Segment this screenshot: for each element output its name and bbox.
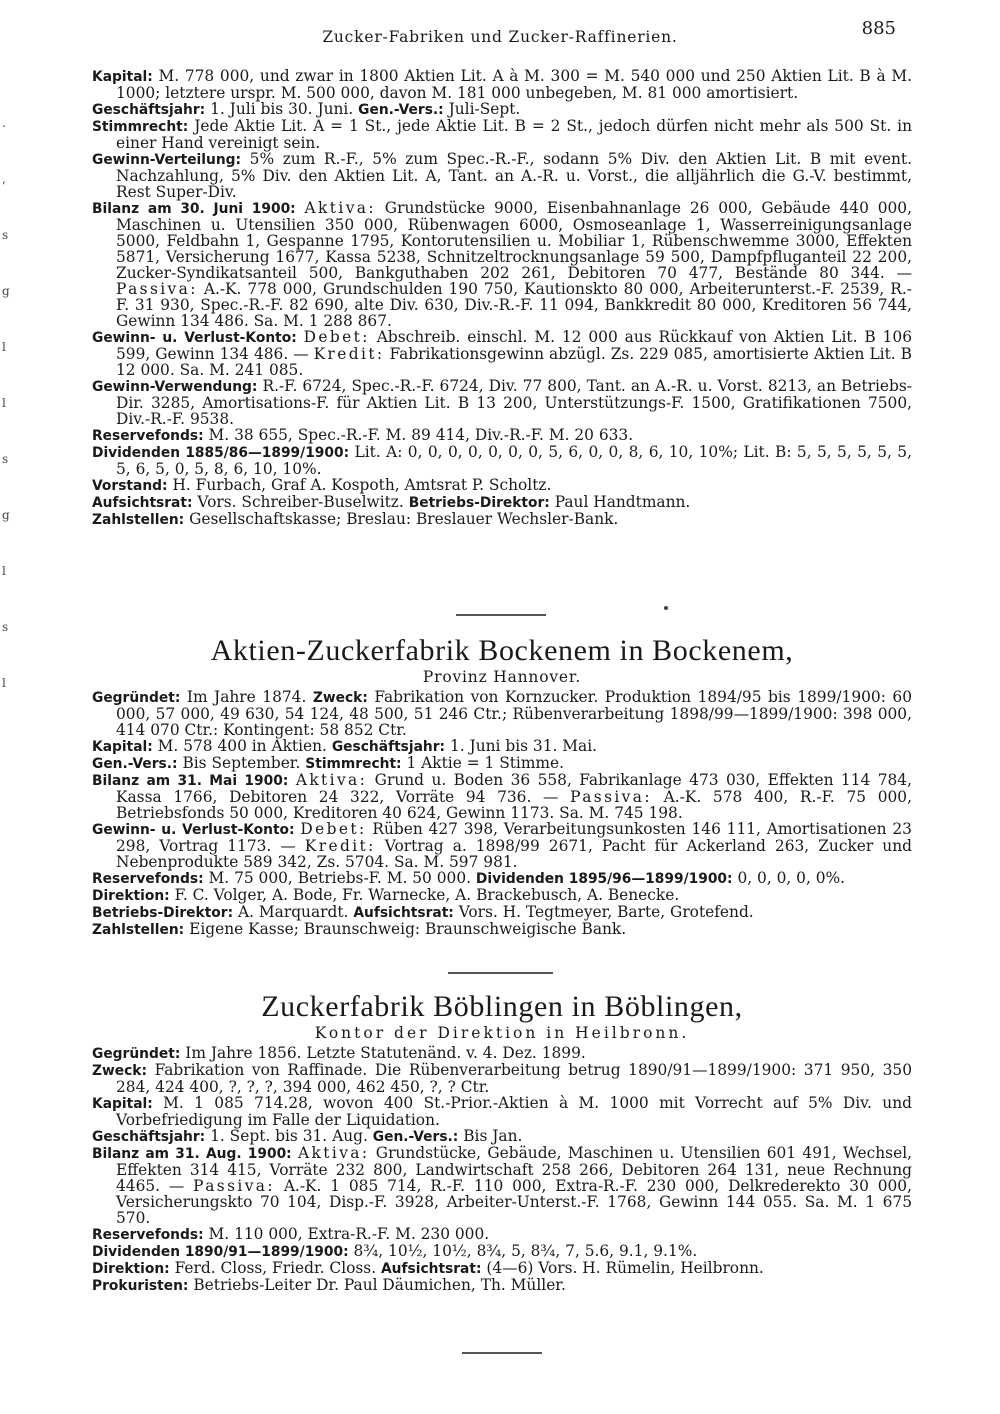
entry-label: Stimmrecht: [92,119,189,135]
margin-mark: l [2,676,6,690]
margin-mark: l [2,340,6,354]
margin-mark: s [2,228,9,242]
entry-sublabel: Kredit: [313,345,385,363]
section-bockenem [92,634,912,938]
entry [92,150,912,201]
entry-sublabel: Debet: [303,328,370,346]
entry-label: Bilanz am 31. Aug. 1900: [92,1146,292,1162]
entry [92,100,912,118]
company-title: Zuckerfabrik Böblingen in Böblingen, [261,990,743,1023]
entry [92,443,912,478]
entry-text: A.-K. 778 000, Grundschulden 190 750, Kautionskto 80 000, Arbeiterunterst.-F. 2539, R.-F. 31 930, Spec.-R.-F. 82 690, alte Div. 630, Div.-R.-F. 11 094, Bankkredit 80 000, Kreditoren 56 744, Gewinn 134 486. Sa. M. 1 288 867. [116,280,912,330]
entry-text: 0, 0, 0, 0, 0%. [737,869,846,887]
entry-label: Gegründet: [92,690,181,706]
entry-label: Reservefonds: [92,871,204,887]
entry-text: Gesellschaftskasse; Breslau: Breslauer Wechsler-Bank. [189,510,619,528]
entry-label: Gen.-Vers.: [358,102,444,118]
entry [92,820,912,871]
entries-list [92,1045,912,1294]
margin-mark: l [2,564,6,578]
entry-text: Eigene Kasse; Braunschweig: Braunschweigische Bank. [189,920,627,938]
section-divider [456,614,546,616]
margin-mark: s [2,452,9,466]
entry-text: Grund u. Boden 36 558, Fabrikanlage 473 030, Effekten 114 784, Kassa 1766, Debitoren 24 322, Vorräte 94 736. — [116,771,912,806]
entry [92,199,912,330]
entry-text: Paul Handtmann. [554,493,691,511]
entry-label: Gegründet: [92,1046,181,1062]
entry [92,903,912,921]
entry [92,1242,912,1260]
entry-text: Bis Jan. [463,1127,523,1145]
entry [92,67,912,102]
entry-text: A.-K. 1 085 714, R.-F. 110 000, Extra-R.-F. 230 000, Delkrederekto 30 000, Versicherungskto 70 104, Disp.-F. 3928, Arbeiter-Unterst.-F. 1768, Gewinn 144 055. Sa. M. 1 675 570. [116,1177,912,1227]
entry-text: F. C. Volger, A. Bode, Fr. Warnecke, A. Brackebusch, A. Benecke. [174,886,680,904]
entry-text: M. 778 000, und zwar in 1800 Aktien Lit. A à M. 300 = M. 540 000 und 250 Aktien Lit. B à M. 1000; letztere urspr. M. 500 000, davon M. 181 000 unbegeben, M. 81 000 amortisiert. [116,67,912,102]
entry [92,1061,912,1096]
entry [92,1127,912,1145]
entry-label: Betriebs-Direktor: [408,495,550,511]
entry-text: (4—6) Vors. H. Rümelin, Heilbronn. [486,1259,764,1277]
entry-label: Gewinn-Verteilung: [92,152,242,168]
entry-text: M. 75 000, Betriebs-F. M. 50 000. [208,869,472,887]
page-number: 885 [861,18,896,39]
entry-label: Dividenden 1885/86—1899/1900: [92,445,350,461]
running-head: Zucker-Fabriken und Zucker-Raffinerien. [322,28,678,46]
entry-text: 1 Aktie = 1 Stimme. [406,754,565,772]
entry-text: Vors. H. Tegtmeyer, Barte, Grotefend. [458,903,754,921]
entry [92,1094,912,1129]
entry-text: Juli-Sept. [448,100,521,118]
entry-label: Vorstand: [92,478,168,494]
entry-label: Geschäftsjahr: [92,1129,206,1145]
entry [92,1276,912,1294]
section-divider [448,972,553,974]
entry-sublabel: Passiva: [570,788,652,806]
entry-label: Dividenden 1895/96—1899/1900: [475,871,733,887]
entry-text: Ferd. Closs, Friedr. Closs. [174,1259,377,1277]
entry-label: Aufsichtsrat: [353,905,454,921]
entry-text: H. Furbach, Graf A. Kospoth, Amtsrat P. Scholtz. [172,476,552,494]
margin-marks [2,95,14,711]
entry [92,426,912,444]
entry-label: Reservefonds: [92,1227,204,1243]
entry-label: Zweck: [312,690,368,706]
entry-label: Geschäftsjahr: [92,102,206,118]
entry-label: Direktion: [92,888,170,904]
entry-label: Aufsichtsrat: [381,1261,482,1277]
entry [92,328,912,379]
entry-text: M. 38 655, Spec.-R.-F. M. 89 414, Div.-R.-F. M. 20 633. [208,426,634,444]
entry-sublabel: Debet: [300,820,367,838]
entry-label: Betriebs-Direktor: [92,905,234,921]
entry-text: Fabrikationsgewinn abzügl. Zs. 229 085, amortisierte Aktien Lit. B 12 000. Sa. M. 241 085. [116,345,912,379]
entry-label: Bilanz am 30. Juni 1900: [92,201,296,217]
entry-text: Abschreib. einschl. M. 12 000 aus Rückkauf von Aktien Lit. B 106 599, Gewinn 134 486. — [116,328,912,363]
entry [92,510,912,528]
entry [92,869,912,887]
entry [92,476,912,494]
entry [92,737,912,755]
entry-text: M. 578 400 in Aktien. [157,737,327,755]
entry-text: 1. Sept. bis 31. Aug. [210,1127,368,1145]
entry [92,886,912,904]
margin-mark: g [2,284,10,298]
entry-text: Im Jahre 1874. [186,688,307,706]
entry-label: Kapital: [92,1096,153,1112]
entry-text: Bis September. [182,754,301,772]
company-subtitle: Kontor der Direktion in Heilbronn. [314,1024,690,1042]
entry-text: Vors. Schreiber-Buselwitz. [197,493,404,511]
entry-label: Kapital: [92,69,153,85]
entry-sublabel: Kredit: [304,837,376,855]
entry-text: M. 1 085 714.28, wovon 400 St.-Prior.-Aktien à M. 1000 mit Vorrecht auf 5% Div. und Vorbefriedigung im Falle der Liquidation. [116,1094,912,1129]
entry-text: 1. Juli bis 30. Juni. [210,100,354,118]
entry-label: Gewinn-Verwendung: [92,379,258,395]
entry-text: Betriebs-Leiter Dr. Paul Däumichen, Th. Müller. [193,1276,566,1294]
entry [92,754,912,772]
entry-text: R.-F. 6724, Spec.-R.-F. 6724, Div. 77 800, Tant. an A.-R. u. Vorst. 8213, an Betriebs-Dir. 3285, Amortisations-F. für Aktien Lit. B 13 200, Unterstützungs-F. 1500, Gratifikationen 7500, Div.-R.-F. 9538. [116,377,912,428]
entry [92,1225,912,1243]
entry-text: Lit. A: 0, 0, 0, 0, 0, 0, 0, 5, 6, 0, 0, 8, 6, 10, 10%; Lit. B: 5, 5, 5, 5, 5, 5, 5, 6, 5, 0, 5, 8, 6, 10, 10%. [116,443,912,478]
entry-text: A.-K. 578 400, R.-F. 75 000, Betriebsfonds 50 000, Kreditoren 40 624, Gewinn 1173. Sa. M. 745 198. [116,788,912,822]
entry-label: Gewinn- u. Verlust-Konto: [92,822,295,838]
page-end-divider [462,1352,542,1354]
entry-text: 5% zum R.-F., 5% zum Spec.-R.-F., sodann 5% Div. den Aktien Lit. B mit event. Nachzahlung, 5% Div. den Aktien Lit. A, Tant. an A.-R. u. Vorst., die alljährlich die G.-V. bestimmt, Rest Super-Div. [116,150,912,201]
entry [92,1044,912,1062]
entry-label: Bilanz am 31. Mai 1900: [92,773,289,789]
entry [92,771,912,822]
entry-text: A. Marquardt. [238,903,349,921]
entry-sublabel: Aktiva: [304,199,376,217]
entry-label: Prokuristen: [92,1278,189,1294]
entry-sublabel: Passiva: [116,280,198,298]
company-title: Aktien-Zuckerfabrik Bockenem in Bockenem, [210,634,794,667]
entry-sublabel: Aktiva: [295,771,368,789]
entry-label: Direktion: [92,1261,170,1277]
entry-text: Grundstücke 9000, Eisenbahnanlage 26 000, Gebäude 440 000, Maschinen u. Utensilien 350 000, Rübenwagen 6000, Osmoseanlage 1, Wasserreinigungsanlage 5000, Feldbahn 1, Gespanne 1795, Kontorutensilien u. Mobiliar 1, Rübenschwemme 3000, Effekten 5871, Versicherung 1677, Kassa 5238, Schnitzeltrocknungsanlage 59 500, Dampfpfluganteil 22 200, Zucker-Syndikatsanteil 500, Bankguthaben 202 261, Debitoren 70 477, Bestände 80 344. — [116,199,912,282]
entry-label: Gewinn- u. Verlust-Konto: [92,330,297,346]
company-subtitle: Provinz Hannover. [422,668,582,686]
entry-text: Fabrikation von Kornzucker. Produktion 1894/95 bis 1899/1900: 60 000, 57 000, 49 630, 54 124, 48 500, 51 246 Ctr.; Rübenverarbeitung 1898/99—1899/1900: 398 000, 414 070 Ctr.: Kontingent: 58 852 Ctr. [116,688,912,739]
entry-sublabel: Aktiva: [298,1144,370,1162]
entry-text: 8¾, 10½, 10½, 8¾, 5, 8¾, 7, 5.6, 9.1, 9.1%. [353,1242,698,1260]
entry [92,493,912,511]
entry-text: Rüben 427 398, Verarbeitungsunkosten 146 111, Amortisationen 23 298, Vortrag 1173. — [116,820,912,855]
entry-text: Grundstücke, Gebäude, Maschinen u. Utensilien 601 491, Wechsel, Effekten 314 415, Vorräte 232 800, Landwirtschaft 258 266, Debitoren 264 131, neue Rechnung 4465. — [116,1144,913,1195]
entry-text: Im Jahre 1856. Letzte Statutenänd. v. 4. Dez. 1899. [185,1044,586,1062]
entry-label: Geschäftsjahr: [331,739,446,755]
entry-label: Gen.-Vers.: [92,756,178,772]
margin-mark: . [2,116,6,130]
margin-mark: g [2,508,10,522]
entry [92,117,912,152]
entries-list [92,689,912,938]
entry-label: Kapital: [92,739,153,755]
entry-text: 1. Juni bis 31. Mai. [449,737,598,755]
entry [92,1144,913,1227]
margin-mark: s [2,620,9,634]
entry-label: Zahlstellen: [92,512,185,528]
section-boeblingen [92,990,912,1294]
entry-text: Jede Aktie Lit. A = 1 St., jede Aktie Lit. B = 2 St., jedoch dürfen nicht mehr als 500 St. in einer Hand vereinigt sein. [116,117,912,152]
entry-label: Dividenden 1890/91—1899/1900: [92,1244,349,1260]
entry-label: Zahlstellen: [92,922,185,938]
entry [92,1259,912,1277]
entry-label: Gen.-Vers.: [372,1129,459,1145]
margin-mark: , [2,172,6,186]
entry [92,377,912,428]
entry-label: Zweck: [92,1063,147,1079]
entry-text: Fabrikation von Raffinade. Die Rübenverarbeitung betrug 1890/91—1899/1900: 371 950, 350 284, 424 400, ?, ?, ?, 394 000, 462 450, ?, ? Ctr. [116,1061,912,1096]
entry-sublabel: Passiva: [193,1177,275,1195]
entry-label: Aufsichtsrat: [92,495,193,511]
entry-text: M. 110 000, Extra-R.-F. M. 230 000. [208,1225,490,1243]
entry-label: Reservefonds: [92,428,204,444]
margin-mark: l [2,396,6,410]
entry [92,920,912,938]
ink-dot [664,606,668,610]
entry [92,688,912,739]
entry-text: Vortrag a. 1898/99 2671, Pacht für Ackerland 263, Zucker und Nebenprodukte 589 342, Zs. 5704. Sa. M. 597 981. [116,837,912,871]
section-continued-company [92,68,912,528]
entry-label: Stimmrecht: [305,756,402,772]
